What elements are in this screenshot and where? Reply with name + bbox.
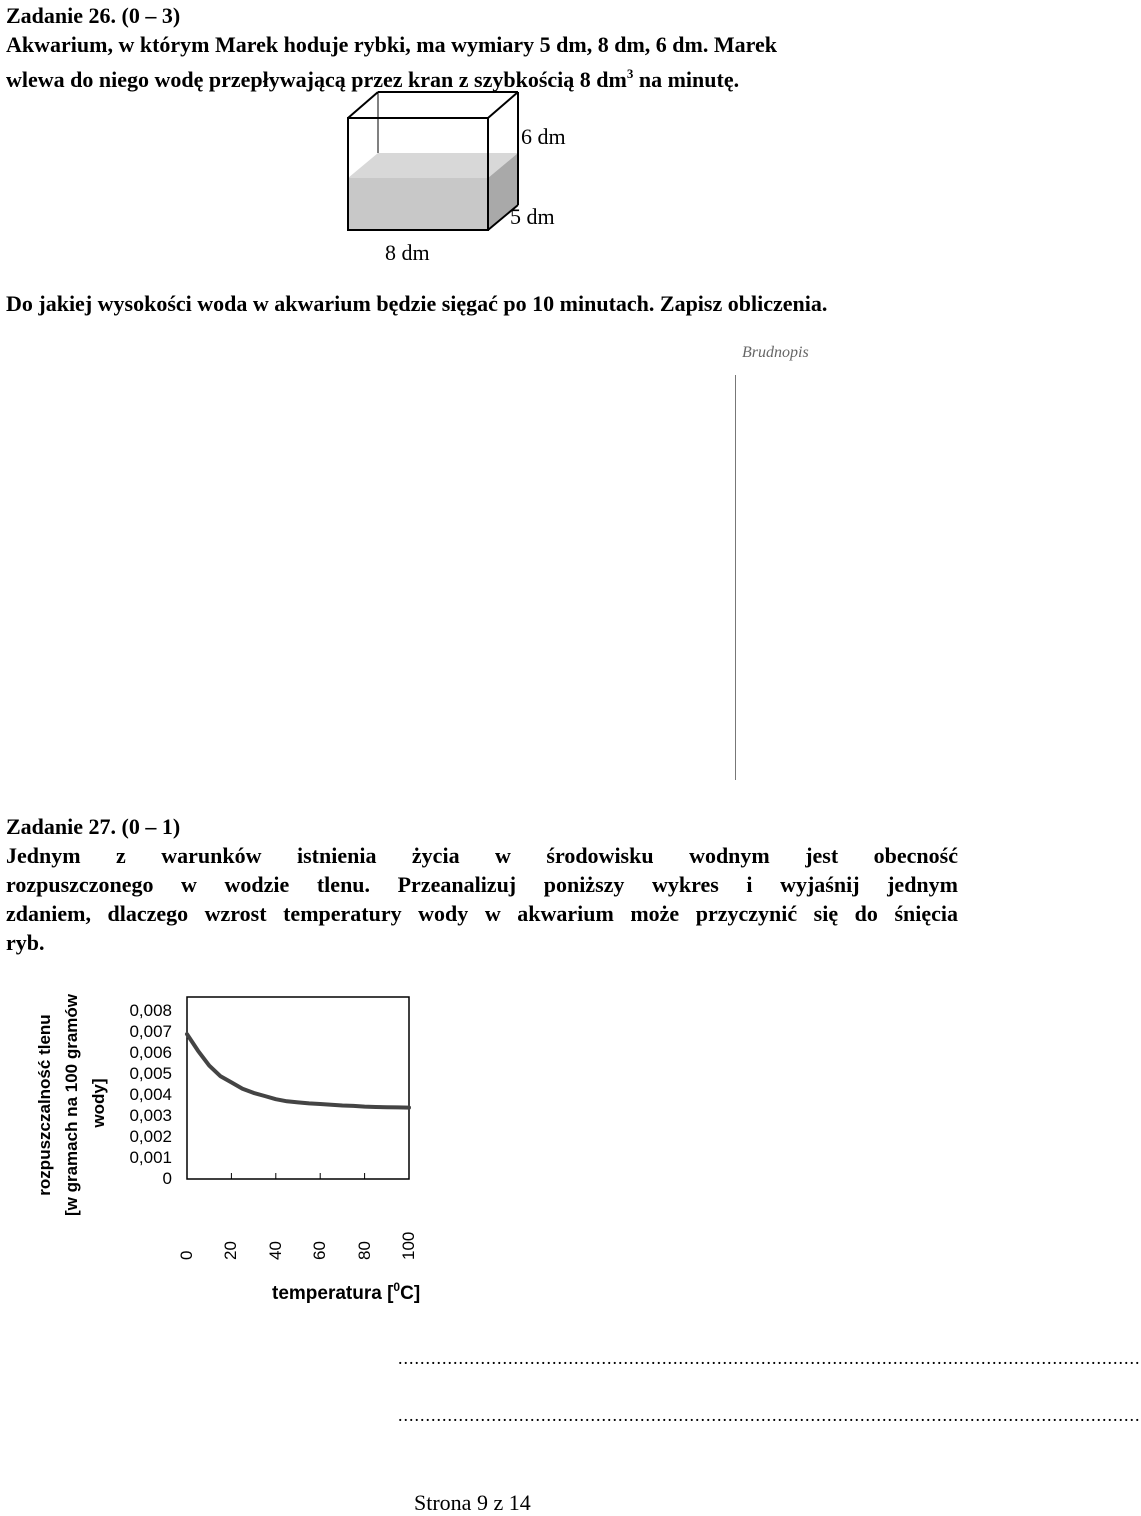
chart-xtick-label: 20 xyxy=(221,1241,241,1260)
chart-series-line xyxy=(187,1034,409,1108)
chart-ytick-label: 0,001 xyxy=(129,1148,172,1167)
chart-ytick-label: 0,004 xyxy=(129,1085,172,1104)
page-number: Strona 9 z 14 xyxy=(414,1490,531,1515)
task26-text-line2: wlewa do niego wodę przepływającą przez kran z szybkością 8 $dm^3$ na minutę. xyxy=(6,66,740,92)
chart-ytick-label: 0,002 xyxy=(129,1127,172,1146)
task26-text-line1: Akwarium, w którym Marek hoduje rybki, ma wymiary 5 dm, 8 dm, 6 dm. Marek xyxy=(6,32,777,57)
task26-title: Zadanie 26. (0 – 3) xyxy=(6,3,181,28)
chart-ytick-label: 0 xyxy=(162,1169,172,1188)
chart-ylabel-line1: rozpuszczalność tlenu xyxy=(35,1014,54,1196)
chart-xtick-label: 60 xyxy=(310,1241,330,1260)
draft-divider xyxy=(735,375,736,780)
chart-ytick-label: 0,005 xyxy=(129,1064,172,1083)
chart-xlabel: temperatura [$^0$C] xyxy=(272,1280,421,1304)
chart-plot-area xyxy=(186,996,412,1182)
answer-line-1[interactable]: ....................................................................................................................................... xyxy=(398,1348,1141,1368)
chart-ytick-label: 0,006 xyxy=(129,1043,172,1062)
chart-xtick-label: 100 xyxy=(399,1231,418,1260)
task27-text-line3: zdaniem, dlaczego wzrost temperatury wody w akwarium może przyczynić się do śnięcia xyxy=(6,901,958,926)
chart-ytick-label: 0,003 xyxy=(129,1106,172,1125)
draft-label: Brudnopis xyxy=(742,344,809,361)
chart-plot-frame xyxy=(187,997,409,1179)
task26-question: Do jakiej wysokości woda w akwarium będzie sięgać po 10 minutach. Zapisz obliczenia. xyxy=(6,291,828,316)
task27-text-line4: ryb. xyxy=(6,930,45,955)
task27-title: Zadanie 27. (0 – 1) xyxy=(6,814,181,839)
chart-ylabel-line3: wody] xyxy=(89,1078,108,1128)
chart-xtick-label: 0 xyxy=(177,1250,196,1260)
oxygen-solubility-chart xyxy=(0,960,460,1305)
dim-depth: 5 dm xyxy=(510,204,555,229)
answer-line-2[interactable]: ....................................................................................................................................... xyxy=(398,1405,1141,1425)
task27-text-line1: Jednym z warunków istnienia życia w środowisku wodnym jest obecność xyxy=(6,843,958,868)
chart-ytick-label: 0,007 xyxy=(129,1022,172,1041)
dim-width: 8 dm xyxy=(385,240,430,265)
dim-height: 6 dm xyxy=(521,124,566,149)
chart-ytick-label: 0,008 xyxy=(129,1001,172,1020)
chart-ylabel-line2: [w gramach na 100 gramów xyxy=(62,993,81,1217)
chart-xtick-label: 80 xyxy=(354,1241,374,1260)
task27-text-line2: rozpuszczonego w wodzie tlenu. Przeanalizuj poniższy wykres i wyjaśnij jednym xyxy=(6,872,958,897)
chart-xtick-label: 40 xyxy=(265,1241,285,1260)
water-front xyxy=(348,178,488,230)
